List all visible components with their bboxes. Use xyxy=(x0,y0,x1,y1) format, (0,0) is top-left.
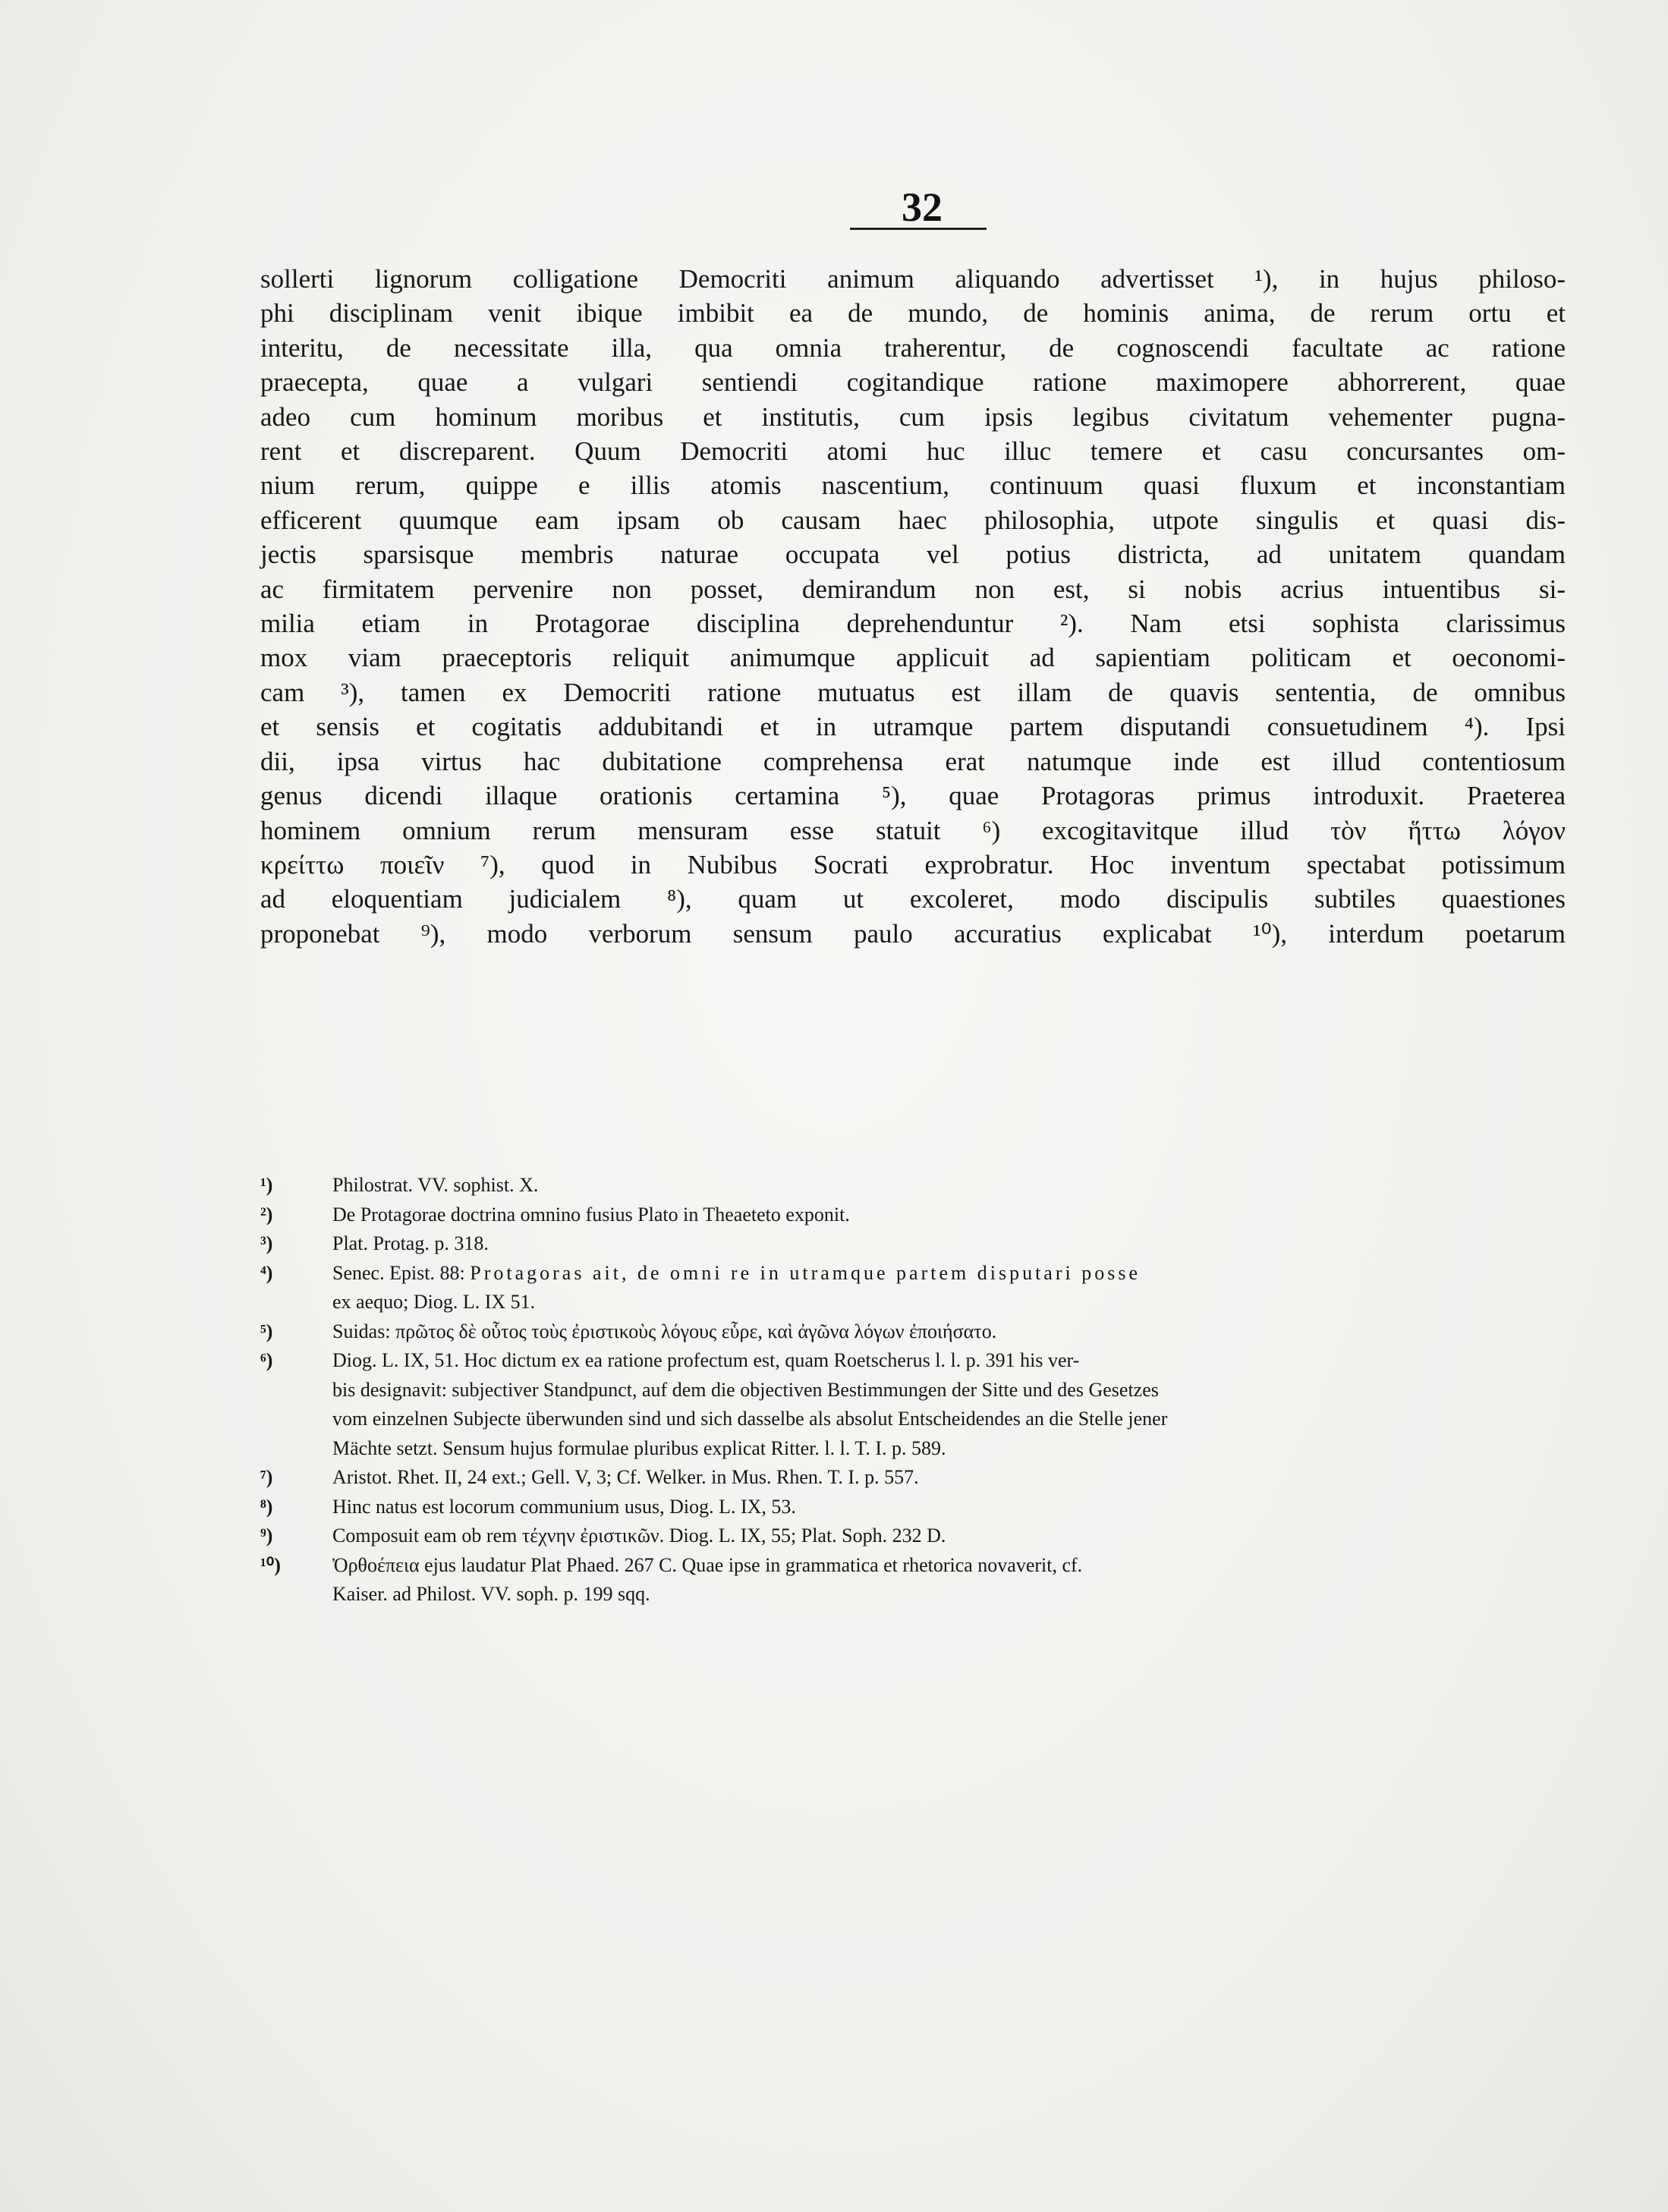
footnote-text: Plat. Protag. p. 318. xyxy=(332,1232,489,1254)
body-line: sollerti lignorum colligatione Democriti animum aliquando advertisset ¹), in hujus philoso- xyxy=(260,264,1566,294)
body-line: hominem omnium rerum mensuram esse statuit ⁶) excogitavitque illud τὸν ἥττω λόγον xyxy=(260,815,1566,845)
footnotes xyxy=(260,1171,1566,1609)
body-line: genus dicendi illaque orationis certamina ⁵), quae Protagoras primus introduxit. Praeterea xyxy=(260,781,1566,811)
body-line: cam ³), tamen ex Democriti ratione mutuatus est illam de quavis sententia, de omnibus xyxy=(260,677,1566,707)
footnote xyxy=(260,1346,1566,1376)
footnote-mark: ²) xyxy=(260,1203,273,1226)
footnote xyxy=(260,1229,1566,1259)
body-line: κρείττω ποιεῖν ⁷), quod in Nubibus Socrati exprobratur. Hoc inventum spectabat potissimum xyxy=(260,849,1566,879)
footnote-mark: ³) xyxy=(260,1232,273,1254)
footnote-text: Aristot. Rhet. II, 24 ext.; Gell. V, 3; Cf. Welker. in Mus. Rhen. T. I. p. 557. xyxy=(332,1466,919,1488)
footnote-text: Kaiser. ad Philost. VV. soph. p. 199 sqq. xyxy=(332,1583,650,1605)
footnote-text: Mächte setzt. Sensum hujus formulae pluribus explicat Ritter. l. l. T. I. p. 589. xyxy=(332,1436,946,1459)
body-text xyxy=(260,262,1566,951)
body-line: rent et discreparent. Quum Democriti atomi huc illuc temere et casu concursantes om- xyxy=(260,436,1566,467)
footnote-text: Composuit eam ob rem τέχνην ἐριστικῶν. Diog. L. IX, 55; Plat. Soph. 232 D. xyxy=(332,1524,946,1547)
body-line: jectis sparsisque membris naturae occupata vel potius districta, ad unitatem quandam xyxy=(260,540,1566,570)
footnote-mark: ⁷) xyxy=(260,1466,273,1488)
footnote-mark: ⁵) xyxy=(260,1320,273,1342)
footnote xyxy=(260,1317,1566,1347)
body-line: adeo cum hominum moribus et institutis, cum ipsis legibus civitatum vehementer pugna- xyxy=(260,401,1566,432)
footnote-text: Ὀρθοέπεια ejus laudatur Plat Phaed. 267 C. Quae ipse in grammatica et rhetorica novaverit, cf. xyxy=(332,1553,1083,1576)
footnote-text: Diog. L. IX, 51. Hoc dictum ex ea ratione profectum est, quam Roetscherus l. l. p. 391 his ver- xyxy=(332,1349,1080,1371)
body-line: phi disciplinam venit ibique imbibit ea de mundo, de hominis anima, de rerum ortu et xyxy=(260,298,1566,329)
footnote xyxy=(260,1200,1566,1230)
body-line: ac firmitatem pervenire non posset, demirandum non est, si nobis acrius intuentibus si- xyxy=(260,574,1566,604)
footnote-mark: ⁴) xyxy=(260,1261,273,1284)
footnote-continuation xyxy=(260,1580,1566,1609)
footnote-continuation xyxy=(260,1288,1566,1317)
footnote-mark: ¹) xyxy=(260,1174,273,1196)
body-line: efficerent quumque eam ipsam ob causam haec philosophia, utpote singulis et quasi dis- xyxy=(260,505,1566,535)
page-number-rule xyxy=(850,228,987,230)
footnote-text: De Protagorae doctrina omnino fusius Plato in Theaeteto exponit. xyxy=(332,1203,850,1226)
footnote xyxy=(260,1463,1566,1493)
footnote-text xyxy=(332,1262,1141,1284)
footnote-text: Suidas: πρῶτος δὲ οὗτος τοὺς ἐριστικοὺς λόγους εὗρε, καὶ ἀγῶνα λόγων ἐποιήσατο. xyxy=(332,1320,997,1342)
footnote xyxy=(260,1551,1566,1581)
footnote-text: ex aequo; Diog. L. IX 51. xyxy=(332,1291,536,1313)
footnote-text: bis designavit: subjectiver Standpunct, auf dem die objectiven Bestimmungen der Sitte und des Gesetzes xyxy=(332,1378,1159,1401)
footnote xyxy=(260,1493,1566,1522)
footnote-continuation xyxy=(260,1376,1566,1405)
footnote-mark: ⁹) xyxy=(260,1524,273,1547)
footnote-text: Hinc natus est locorum communium usus, Diog. L. IX, 53. xyxy=(332,1495,796,1518)
footnote-text: Philostrat. VV. sophist. X. xyxy=(332,1174,539,1196)
body-line: proponebat ⁹), modo verborum sensum paulo accuratius explicabat ¹⁰), interdum poetarum xyxy=(260,918,1566,949)
body-line: praecepta, quae a vulgari sentiendi cogitandique ratione maximopere abhorrerent, quae xyxy=(260,367,1566,398)
footnote-text-part: Senec. Epist. 88: xyxy=(332,1261,471,1284)
body-line: ad eloquentiam judicialem ⁸), quam ut excoleret, modo discipulis subtiles quaestiones xyxy=(260,884,1566,914)
body-line: et sensis et cogitatis addubitandi et in utramque partem disputandi consuetudinem ⁴). Ipsi xyxy=(260,712,1566,742)
body-line: milia etiam in Protagorae disciplina deprehenduntur ²). Nam etsi sophista clarissimus xyxy=(260,609,1566,639)
body-line: mox viam praeceptoris reliquit animumque applicuit ad sapientiam politicam et oeconomi- xyxy=(260,643,1566,673)
footnote-text: vom einzelnen Subjecte überwunden sind und sich dasselbe als absolut Entscheidendes an die Stelle jener xyxy=(332,1408,1168,1430)
footnote-mark: ⁸) xyxy=(260,1495,273,1518)
footnote-quote-spaced: Protagoras ait, de omni re in utramque partem disputari posse xyxy=(470,1261,1141,1284)
body-line: nium rerum, quippe e illis atomis nascentium, continuum quasi fluxum et inconstantiam xyxy=(260,470,1566,501)
page-number: 32 xyxy=(902,184,943,230)
footnote-continuation xyxy=(260,1405,1566,1434)
footnote-mark: ⁶) xyxy=(260,1349,273,1371)
footnote-mark: ¹⁰) xyxy=(260,1553,281,1576)
footnote xyxy=(260,1521,1566,1551)
body-line: dii, ipsa virtus hac dubitatione comprehensa erat natumque inde est illud contentiosum xyxy=(260,746,1566,776)
footnote-continuation xyxy=(260,1434,1566,1464)
body-line: interitu, de necessitate illa, qua omnia traherentur, de cognoscendi facultate ac ratione xyxy=(260,332,1566,363)
footnote xyxy=(260,1171,1566,1200)
footnote xyxy=(260,1259,1566,1288)
